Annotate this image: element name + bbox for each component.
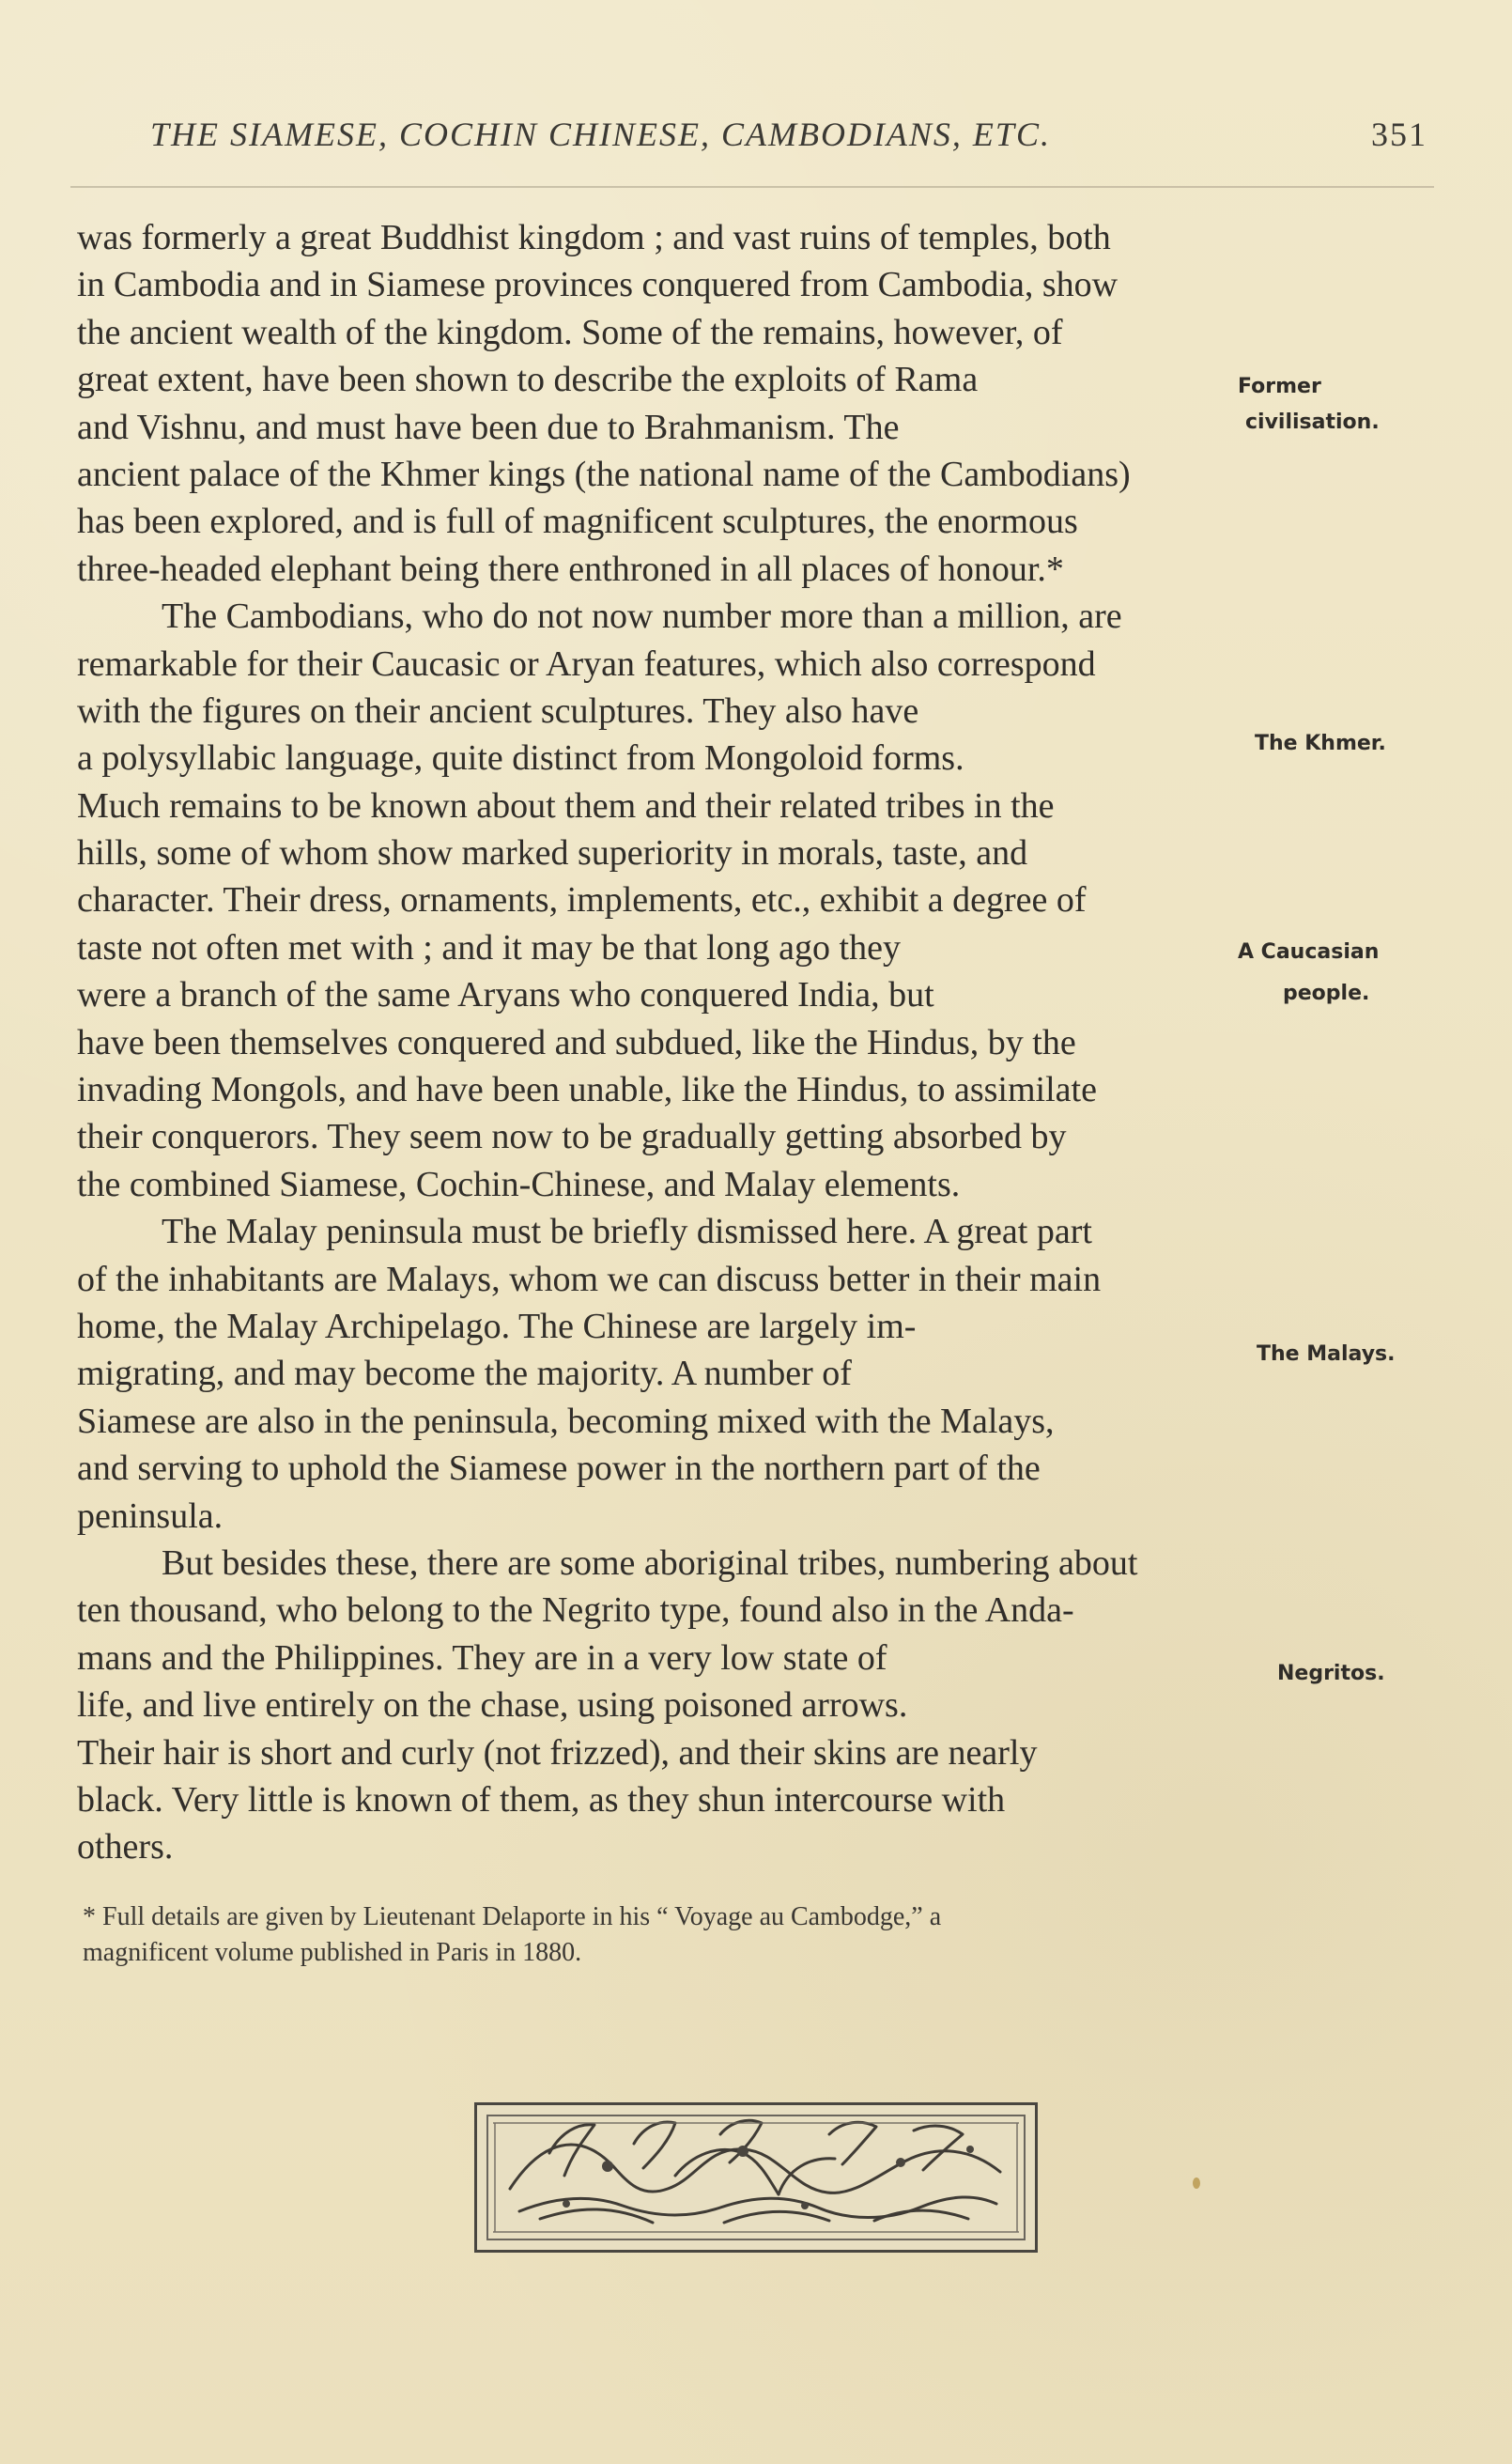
body-line: ten thousand, who belong to the Negrito type, found also in the Anda- bbox=[77, 1590, 1074, 1631]
margin-note-civilisation: civilisation. bbox=[1245, 411, 1380, 434]
page-number: 351 bbox=[1371, 116, 1427, 153]
body-line: The Malay peninsula must be briefly dismissed here. A great part bbox=[162, 1212, 1092, 1252]
footnote bbox=[83, 1899, 1435, 1971]
body-line: character. Their dress, ornaments, implements, etc., exhibit a degree of bbox=[77, 880, 1087, 921]
header-rule bbox=[70, 186, 1434, 188]
body-line: black. Very little is known of them, as they shun intercourse with bbox=[77, 1779, 1006, 1820]
body-line: ancient palace of the Khmer kings (the national name of the Cambodians) bbox=[77, 454, 1131, 494]
body-line: home, the Malay Archipelago. The Chinese are largely im- bbox=[77, 1306, 917, 1346]
body-line: their conquerors. They seem now to be gradually getting absorbed by bbox=[77, 1117, 1067, 1157]
body-line: a polysyllabic language, quite distinct from Mongoloid forms. bbox=[77, 738, 964, 779]
body-line: migrating, and may become the majority. A number of bbox=[77, 1354, 852, 1394]
body-line: with the figures on their ancient sculptures. They also have bbox=[77, 690, 919, 731]
body-line: have been themselves conquered and subdued, like the Hindus, by the bbox=[77, 1022, 1076, 1062]
margin-note-negritos: Negritos. bbox=[1277, 1662, 1385, 1685]
body-line: was formerly a great Buddhist kingdom ; and vast ruins of temples, both bbox=[77, 218, 1111, 257]
body-line: Their hair is short and curly (not frizzed), and their skins are nearly bbox=[77, 1732, 1038, 1773]
body-line: were a branch of the same Aryans who conquered India, but bbox=[77, 975, 934, 1015]
body-line: and Vishnu, and must have been due to Brahmanism. The bbox=[77, 407, 900, 447]
running-header-title: THE SIAMESE, COCHIN CHINESE, CAMBODIANS, ETC. bbox=[150, 116, 1051, 153]
body-line: and serving to uphold the Siamese power in the northern part of the bbox=[77, 1449, 1041, 1489]
margin-note-former: Former bbox=[1238, 375, 1321, 398]
body-line: Much remains to be known about them and their related tribes in the bbox=[77, 785, 1055, 826]
body-line: hills, some of whom show marked superiority in morals, taste, and bbox=[77, 833, 1028, 874]
body-line: has been explored, and is full of magnificent sculptures, the enormous bbox=[77, 502, 1078, 542]
body-line: the combined Siamese, Cochin-Chinese, and Malay elements. bbox=[77, 1164, 961, 1204]
main-text bbox=[77, 214, 1429, 1871]
body-line: the ancient wealth of the kingdom. Some of the remains, however, of bbox=[77, 312, 1063, 352]
footnote-line: magnificent volume published in Paris in 1880. bbox=[83, 1938, 582, 1967]
body-line: remarkable for their Caucasic or Aryan features, which also correspond bbox=[77, 643, 1096, 684]
body-line: peninsula. bbox=[77, 1495, 224, 1536]
body-line: of the inhabitants are Malays, whom we can discuss better in their main bbox=[77, 1259, 1102, 1299]
tailpiece-ornament bbox=[474, 2102, 1038, 2253]
body-line: Siamese are also in the peninsula, becoming mixed with the Malays, bbox=[77, 1401, 1055, 1441]
margin-note-caucasian: A Caucasian bbox=[1238, 940, 1380, 964]
margin-note-the-malays: The Malays. bbox=[1257, 1342, 1396, 1366]
body-line: great extent, have been shown to describe the exploits of Rama bbox=[77, 360, 979, 400]
body-line: The Cambodians, who do not now number more than a million, are bbox=[162, 597, 1122, 637]
body-line: mans and the Philippines. They are in a very low state of bbox=[77, 1637, 887, 1678]
running-header bbox=[150, 115, 1427, 156]
body-line: But besides these, there are some aboriginal tribes, numbering about bbox=[162, 1542, 1138, 1583]
body-line: three-headed elephant being there enthroned in all places of honour.* bbox=[77, 549, 1064, 589]
body-line: in Cambodia and in Siamese provinces conquered from Cambodia, show bbox=[77, 265, 1119, 305]
margin-note-people: people. bbox=[1283, 982, 1370, 1005]
body-line: others. bbox=[77, 1827, 174, 1867]
paper-mark bbox=[1193, 2177, 1200, 2189]
margin-note-the-khmer: The Khmer. bbox=[1255, 732, 1386, 755]
footnote-line: * Full details are given by Lieutenant Delaporte in his “ Voyage au Cambodge,” a bbox=[83, 1902, 942, 1931]
body-line: invading Mongols, and have been unable, like the Hindus, to assimilate bbox=[77, 1070, 1097, 1110]
ornament-illustration bbox=[474, 2102, 1038, 2253]
body-line: life, and live entirely on the chase, using poisoned arrows. bbox=[77, 1685, 908, 1726]
body-line: taste not often met with ; and it may be that long ago they bbox=[77, 927, 901, 968]
